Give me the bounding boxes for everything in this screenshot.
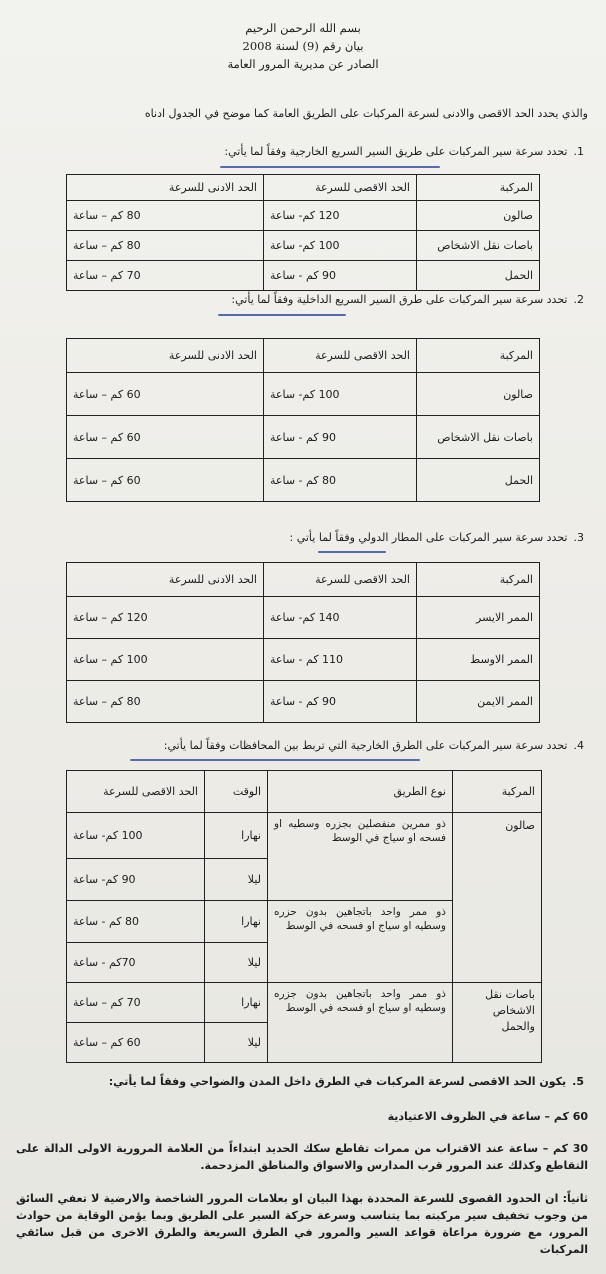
table-section-3 [66, 562, 540, 723]
col-header-min-speed: الحد الادنى للسرعة [67, 175, 264, 201]
cell-vehicle: الحمل [417, 261, 540, 291]
pen-underline [218, 314, 346, 316]
col-header-max-speed: الحد الاقصى للسرعة [264, 563, 417, 597]
cell-min-speed: 120 كم – ساعة [67, 597, 264, 639]
pen-underline [318, 551, 386, 553]
cell-road-type: ذو ممر واحد باتجاهين بدون جزره وسطيه او سياج او فسحه في الوسط [268, 983, 453, 1063]
pen-underline [220, 166, 440, 168]
cell-vehicle: الحمل [417, 459, 540, 502]
section-3-title [290, 530, 585, 546]
table-row [67, 459, 540, 502]
cell-max-speed: 100 كم- ساعة [67, 813, 205, 859]
col-header-max-speed: الحد الاقصى للسرعة [264, 339, 417, 373]
cell-time: نهارا [205, 901, 268, 943]
cell-max-speed: 70كم - ساعة [67, 943, 205, 983]
col-header-vehicle: المركبة [453, 771, 542, 813]
cell-min-speed: 60 كم – ساعة [67, 416, 264, 459]
col-header-min-speed: الحد الادنى للسرعة [67, 563, 264, 597]
cell-max-speed: 90 كم - ساعة [264, 261, 417, 291]
table-section-4 [66, 770, 542, 1063]
intro-text: والذي يحدد الحد الاقصى والادنى لسرعة المركبات على الطريق العامة كما موضح في الجدول ادناه [144, 107, 588, 120]
cell-min-speed: 80 كم – ساعة [67, 201, 264, 231]
cell-min-speed: 80 كم – ساعة [67, 231, 264, 261]
cell-min-speed: 80 كم – ساعة [67, 681, 264, 723]
pen-underline [130, 759, 420, 761]
cell-max-speed: 100 كم- ساعة [264, 231, 417, 261]
table-row [67, 416, 540, 459]
cell-max-speed: 90 كم - ساعة [264, 416, 417, 459]
cell-max-speed: 110 كم - ساعة [264, 639, 417, 681]
cell-lane: الممر الايمن [417, 681, 540, 723]
col-header-vehicle: المركبة [417, 563, 540, 597]
table-row [67, 813, 542, 859]
section-1-title [224, 144, 584, 160]
table-row [67, 261, 540, 291]
section-1-number: 1. [573, 145, 584, 158]
section-4-number: 4. [573, 739, 584, 752]
section-4-title [164, 738, 584, 754]
section-3-text: تحدد سرعة سير المركبات على المطار الدولي وفقاً لما يأتي : [289, 531, 568, 544]
section-5-line-2: 30 كم – ساعة عند الاقتراب من ممرات تقاطع سكك الحديد ابتداءاً من العلامة المرورية الاولى الدالة على التقاطع وكذلك عند المرور قرب المدارس والاسواق والمناطق المزدحمة. [16, 1142, 588, 1172]
table-section-1 [66, 174, 540, 291]
table-section-2 [66, 338, 540, 502]
cell-road-type: ذو ممر واحد باتجاهين بدون حزره وسطيه او سياج او فسحه في الوسط [268, 901, 453, 983]
col-header-max-speed: الحد الاقصى للسرعة [67, 771, 205, 813]
cell-vehicle: صالون [417, 373, 540, 416]
basmala: بسم الله الرحمن الرحيم [245, 21, 361, 35]
table-row [67, 681, 540, 723]
section-5-number: 5. [572, 1075, 584, 1088]
section-3-number: 3. [573, 531, 584, 544]
cell-min-speed: 100 كم – ساعة [67, 639, 264, 681]
cell-max-speed: 60 كم – ساعة [67, 1023, 205, 1063]
cell-max-speed: 100 كم- ساعة [264, 373, 417, 416]
issuer: الصادر عن مديرية المرور العامة [227, 57, 379, 71]
table-row [67, 639, 540, 681]
cell-max-speed: 80 كم - ساعة [264, 459, 417, 502]
cell-vehicle: باصات نقل الاشخاص والحمل [453, 983, 542, 1063]
table-row [67, 983, 542, 1023]
cell-min-speed: 60 كم – ساعة [67, 373, 264, 416]
col-header-vehicle: المركبة [417, 339, 540, 373]
section-5-text: يكون الحد الاقصى لسرعة المركبات في الطرق داخل المدن والضواحي وفقاً لما يأتي: [108, 1075, 567, 1088]
cell-vehicle: صالون [417, 201, 540, 231]
cell-vehicle: باصات نقل الاشخاص [417, 416, 540, 459]
cell-time: ليلا [205, 859, 268, 901]
section-4-text: تحدد سرعة سير المركبات على الطرق الخارجية التي تربط بين المحافظات وفقاً لما يأتي: [163, 739, 568, 752]
section-2-text: تحدد سرعة سير المركبات على طرق السير السريع الداخلية وفقاً لما يأتي: [231, 293, 568, 306]
col-header-road-type: نوع الطريق [268, 771, 453, 813]
cell-max-speed: 90 كم - ساعة [264, 681, 417, 723]
cell-max-speed: 70 كم – ساعة [67, 983, 205, 1023]
cell-time: ليلا [205, 1023, 268, 1063]
cell-max-speed: 80 كم - ساعة [67, 901, 205, 943]
table-row [67, 201, 540, 231]
second-clause: ثانياً: ان الحدود القصوى للسرعة المحددة بهذا البيان او بعلامات المرور الشاخصة والارضية لا تعفي السائق من وجوب تخفيف سير مركبته بما يتناسب وسرعة حركة السير على الطريق وبما يؤمن الوقاية من حوادث المرور، مع ضرورة مراعاة قواعد السير والمرور في الطرق السريعة والطرق الاخرى من قبل سائقي المركبات [16, 1192, 588, 1256]
cell-time: نهارا [205, 983, 268, 1023]
section-1-text: تحدد سرعة سير المركبات على طريق السير السريع الخارجية وفقاً لما يأتي: [224, 145, 568, 158]
table-row [67, 597, 540, 639]
cell-min-speed: 60 كم – ساعة [67, 459, 264, 502]
cell-vehicle: صالون [453, 813, 542, 983]
cell-lane: الممر الاوسط [417, 639, 540, 681]
col-header-vehicle: المركبة [417, 175, 540, 201]
cell-max-speed: 120 كم- ساعة [264, 201, 417, 231]
section-5-line-1: 60 كم – ساعة في الظروف الاعتيادية [387, 1110, 588, 1123]
cell-lane: الممر الايسر [417, 597, 540, 639]
col-header-min-speed: الحد الادنى للسرعة [67, 339, 264, 373]
cell-max-speed: 90 كم- ساعة [67, 859, 205, 901]
cell-vehicle: باصات نقل الاشخاص [417, 231, 540, 261]
table-row [67, 231, 540, 261]
cell-max-speed: 140 كم- ساعة [264, 597, 417, 639]
cell-road-type: ذو ممرين منفصلين بجزره وسطيه او فسحه او سياج في الوسط [268, 813, 453, 901]
col-header-time: الوقت [205, 771, 268, 813]
cell-time: نهارا [205, 813, 268, 859]
col-header-max-speed: الحد الاقصى للسرعة [264, 175, 417, 201]
section-2-number: 2. [573, 293, 584, 306]
table-row [67, 373, 540, 416]
cell-time: ليلا [205, 943, 268, 983]
statement-number: بيان رقم (9) لسنة 2008 [242, 39, 364, 53]
section-5-title [109, 1074, 584, 1090]
cell-min-speed: 70 كم – ساعة [67, 261, 264, 291]
section-2-title [231, 292, 584, 308]
